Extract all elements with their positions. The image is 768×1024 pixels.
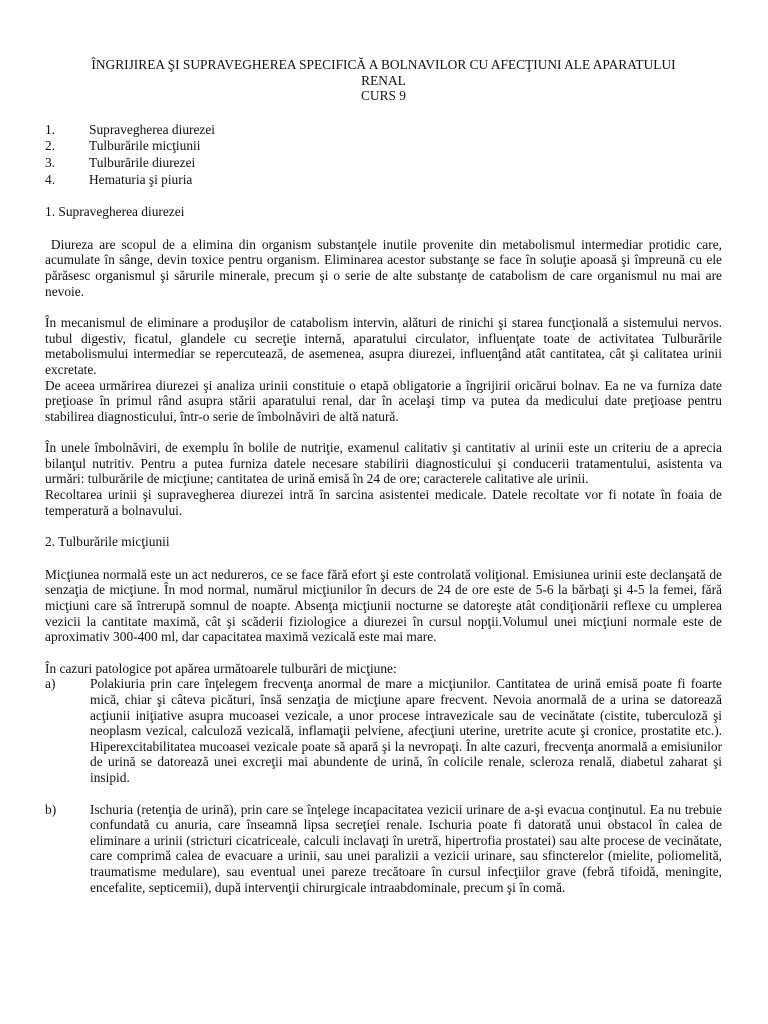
document-title — [45, 57, 722, 104]
list-item-marker: b) — [45, 801, 57, 817]
toc-item — [45, 155, 722, 172]
toc-item-number: 4. — [45, 171, 56, 187]
toc-item-number: 2. — [45, 138, 56, 154]
section-1-paragraph-4: În unele îmbolnăviri, de exemplu în bolile de nutriţie, examenul calitativ şi cantitativ al urinii este un criteriu de a aprecia bilanţul nutritiv. Pentru a putea furniza datele necesare stabilirii diagnosticului şi conducerii tratamentului, asistenta va urmări: tulburările de micţiune; cantitatea de urină emisă în 24 de ore; caracterele calitative ale urinii. — [45, 440, 722, 487]
section-1-paragraph-3: De aceea urmărirea diurezei şi analiza urinii constituie o etapă obligatorie a îngrijirii oricărui bolnav. Ea ne va furniza date preţioase în primul rând asupra stării aparatului renal, dar în acelaşi timp va putea da medicului date preţioase pentru stabilirea diagnosticului, într-o serie de îmbolnăviri de altă natură. — [45, 377, 722, 424]
section-1-paragraph-5: Recoltarea urinii şi supravegherea diurezei intră în sarcina asistentei medicale. Datele recoltate vor fi notate în foaia de temperatură a bolnavului. — [45, 487, 722, 518]
list-item-text: Ischuria (retenţia de urină), prin care se înţelege incapacitatea vezicii urinare de a-şi evacua conţinutul. Ea nu trebuie confundată cu anuria, care înseamnă lipsa secreţiei renale. Ischuria poate fi datorată unui obstacol în calea de eliminare a urinii (stricturi cicatriceale, calculi inclavaţi în uretră, hipertrofia prostatei) sau alte procese de vecinătate, care comprimă calea de evacuare a urinii, sau unei paralizii a vezicii urinare, sau sfincterelor (mielite, poliomelită, traumatisme medulare), sau eventual unei pareze trecătoare în cursul infecţiilor grave (febră tifoidă, meningite, encefalite, septicemii), după intervenţii chirurgicale intraabdominale, precum şi în comă. — [90, 801, 722, 895]
list-item-a — [45, 676, 722, 785]
toc-item-number: 3. — [45, 154, 56, 170]
list-item-text: Polakiuria prin care înţelegem frecvenţa anormal de mare a micţiunilor. Cantitatea de urină emisă poate fi foarte mică, chiar şi câteva picături, însă senzaţia de micţiune apare frecvent. Nevoia anormală de a urina se datorează acţiunii iniţiative asupra mucoasei vezicale, a unor procese intravezicale sau de vecinătate (cistite, tuberculoză şi neoplasm vezical, calculoză vezicală, inflamaţii pelviene, afecţiuni uterine, uretrite acute şi cronice, prostatite etc.). Hiperexcitabilitatea mucoasei vezicale poate să apară şi la nevropaţi. În alte cazuri, frecvenţa anormală a emisiunilor de urină se datorează unei excreţii mai abundente de urină, în colicile renale, scleroza renală, diabetul zaharat şi insipid. — [90, 676, 722, 785]
list-item-marker: a) — [45, 676, 56, 692]
toc-item — [45, 138, 722, 155]
toc-item-number: 1. — [45, 121, 56, 137]
section-2-heading: 2. Tulburările micţiunii — [45, 534, 170, 550]
section-1-paragraph-1: Diureza are scopul de a elimina din organism substanţele inutile provenite din metabolismul intermediar protidic care, acumulate în sânge, devin toxice pentru organism. Eliminarea acestor substanţe se face în soluţie apoasă şi împreună cu ele părăsesc organismul şi sărurile minerale, precum şi o serie de alte substanţe de catabolism de care organismul nu mai are nevoie. — [45, 236, 726, 299]
section-2-intro: În cazuri patologice pot apărea următoarele tulburări de micţiune: — [45, 660, 397, 676]
table-of-contents — [45, 122, 722, 188]
toc-item — [45, 122, 722, 139]
title-line-3: CURS 9 — [360, 88, 407, 104]
section-2-paragraph-1: Micţiunea normală este un act nedureros, ce se face fără efort şi este controlată voliţional. Emisiunea urinii este declanşată de senzaţia de micţiune. În mod normal, numărul micţiunilor în decurs de 24 de ore este de 5-6 la bărbaţi şi 4-5 la femei, fără micţiuni care să întrerupă somnul de noapte. Absenţa micţiunii nocturne se datoreşte atât condiţionării reflexe cu umplerea vezicii la cantitate maximă, cât şi scăderii fiziologice a diurezei în cursul nopţii.Volumul unei micţiuni normale este de aproximativ 300-400 ml, dar capacitatea maximă vezicală este mai mare. — [45, 566, 722, 645]
title-line-1: ÎNGRIJIREA ŞI SUPRAVEGHEREA SPECIFICĂ A BOLNAVILOR CU AFECŢIUNI ALE APARATULUI — [91, 57, 676, 72]
section-1-paragraph-2: În mecanismul de eliminare a produşilor de catabolism intervin, alături de rinichi şi starea funcţională a sistemului nervos. tubul digestiv, ficatul, glandele cu secreţie internă, aparatului circulator, influenţate toate de activitatea Tulburările metabolismului intermediar se repercutează, de asemenea, asupra diurezei, influenţând atât cantitatea, cât şi calitatea urinii excretate. — [45, 315, 722, 377]
toc-item — [45, 172, 722, 189]
section-1-heading: 1. Supravegherea diurezei — [45, 204, 185, 220]
toc-item-label: Tulburările micţiunii — [89, 138, 201, 154]
list-item-b — [45, 802, 722, 896]
toc-item-label: Tulburările diurezei — [89, 154, 196, 170]
toc-item-label: Hematuria şi piuria — [89, 171, 193, 187]
toc-item-label: Supravegherea diurezei — [89, 121, 216, 137]
title-line-2: RENAL — [361, 72, 406, 88]
